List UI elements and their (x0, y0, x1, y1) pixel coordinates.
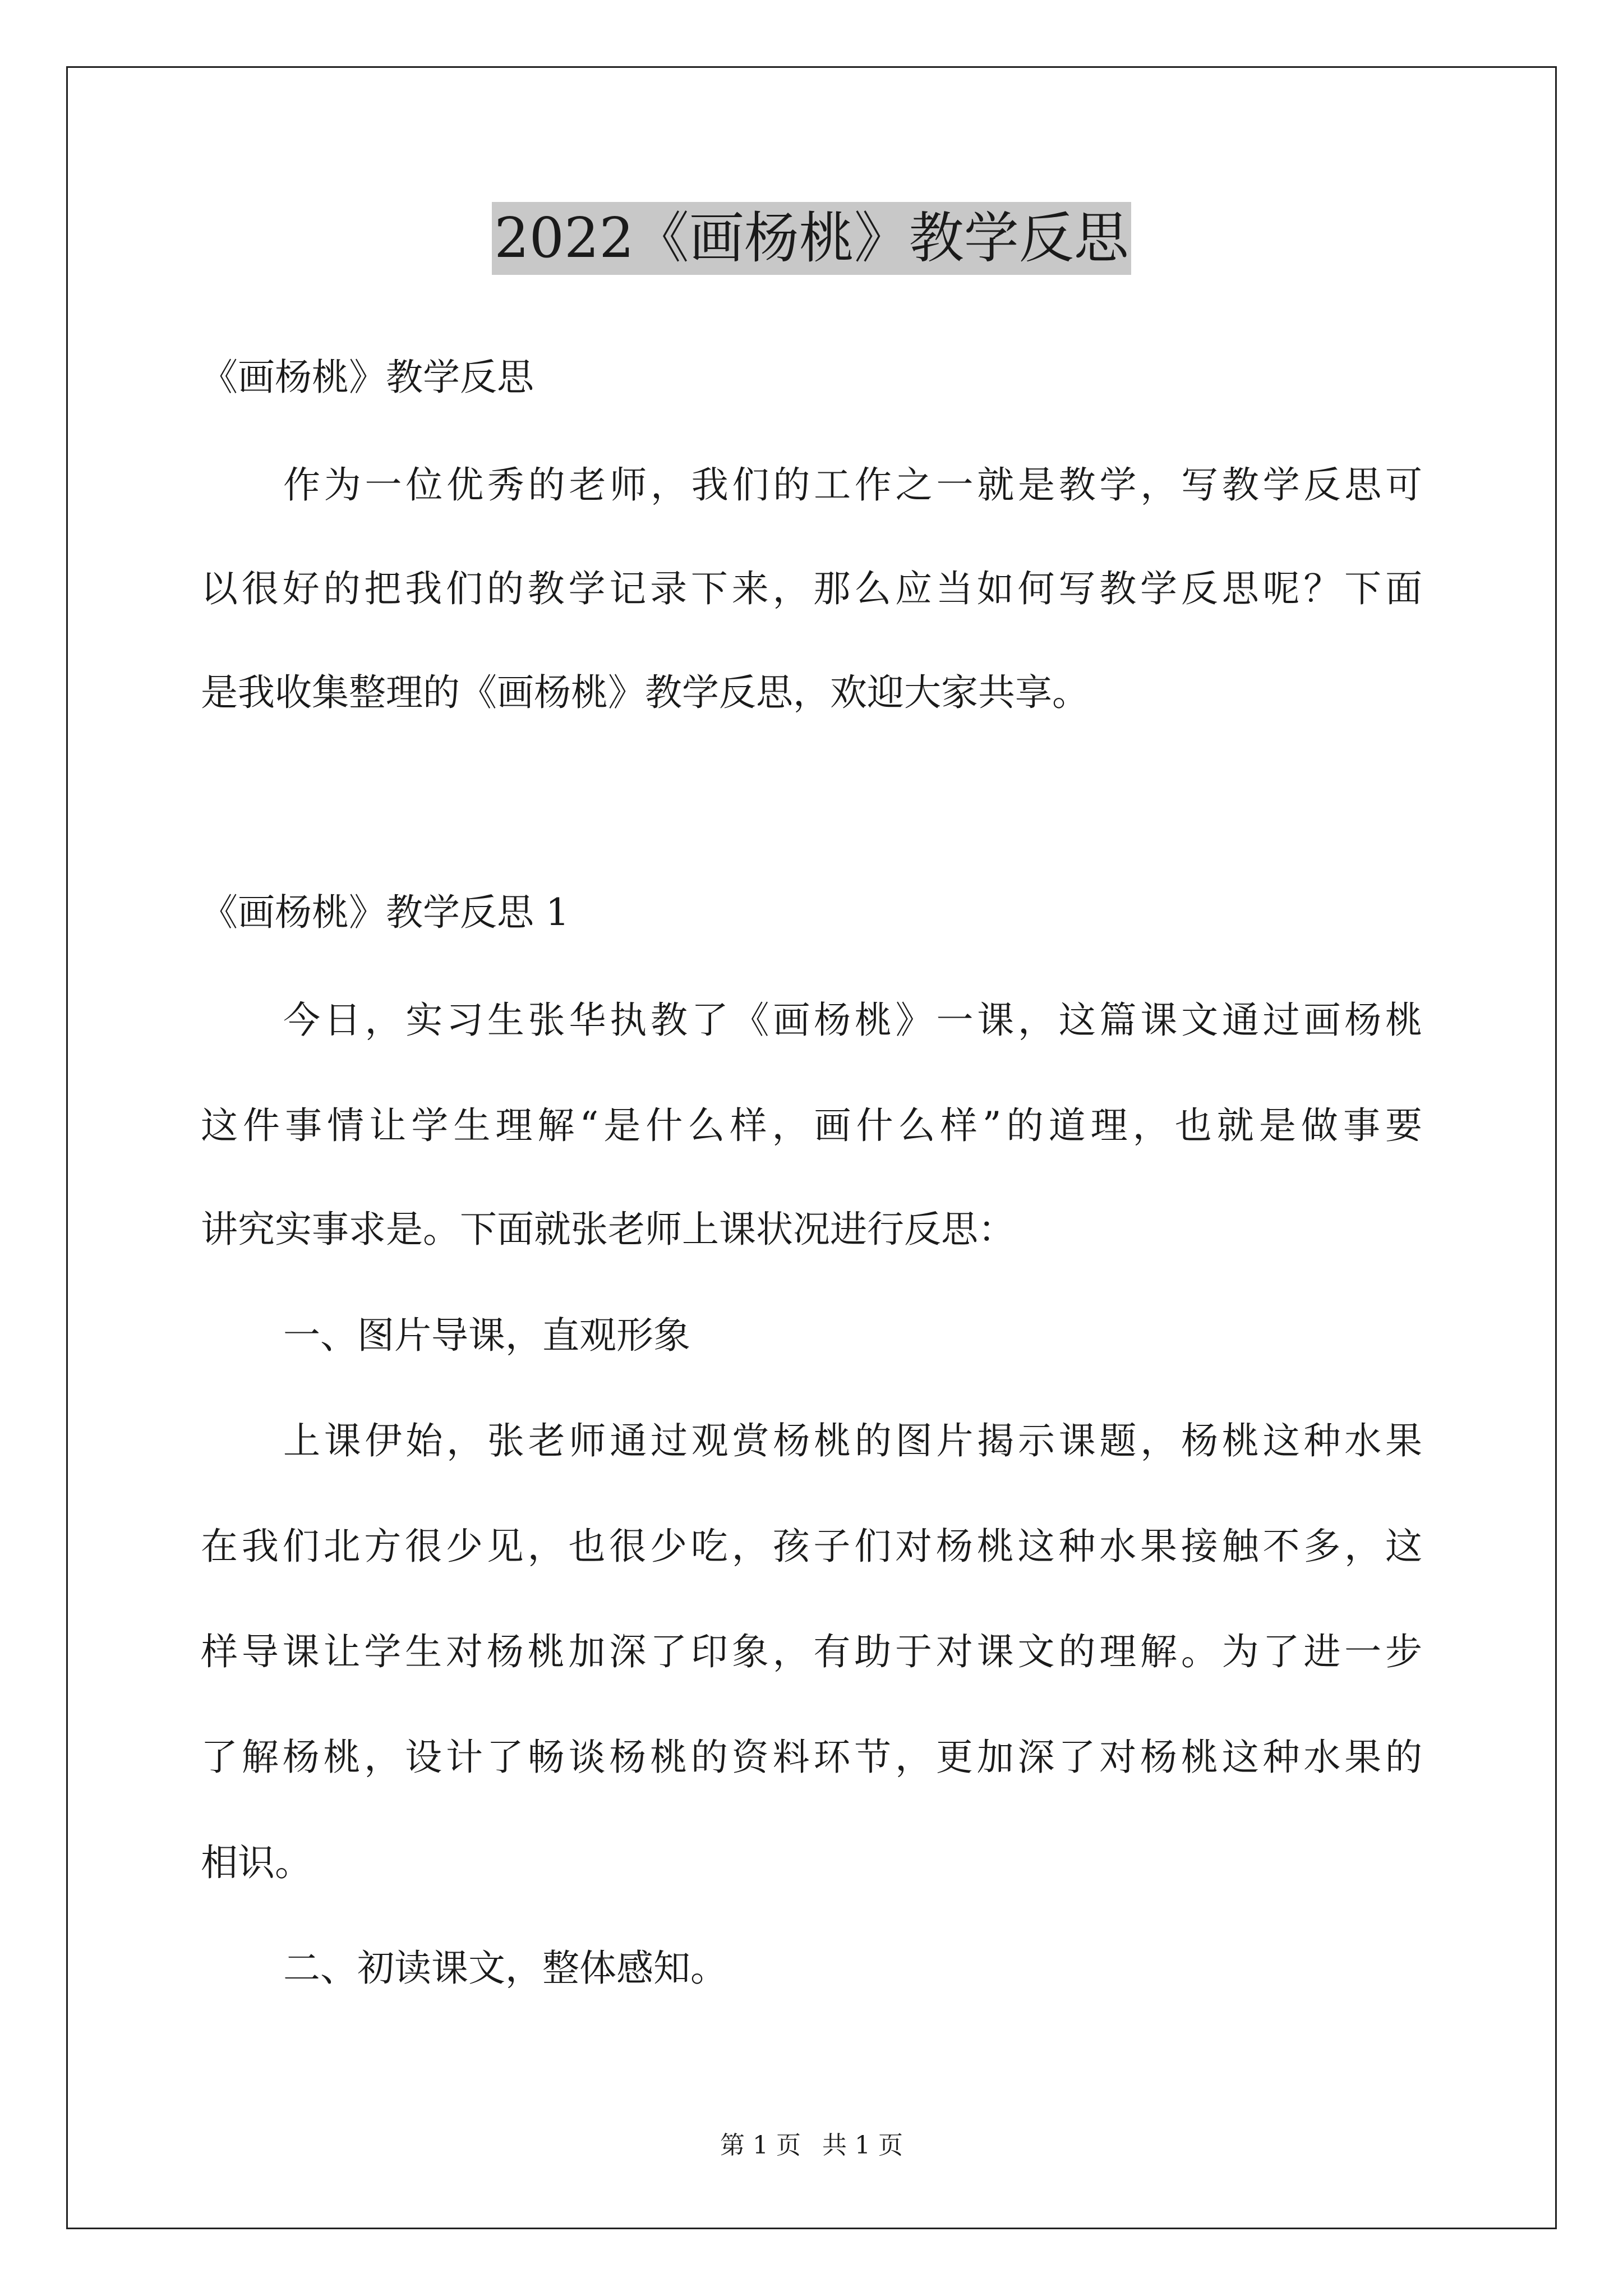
page-footer (0, 2129, 1623, 2162)
section1-para1-line-2: 这件事情让学生理解“是什么样，画什么样”的道理，也就是做事要 (201, 1104, 1422, 1147)
page-number-total: 共 1 页 (822, 2131, 903, 2160)
section1-heading: 《画杨桃》教学反思 1 (201, 891, 569, 934)
title-container (0, 202, 1623, 275)
intro-line-3: 是我收集整理的《画杨桃》教学反思，欢迎大家共享。 (201, 671, 1089, 714)
intro-line-2: 以很好的把我们的教学记录下来，那么应当如何写教学反思呢？下面 (201, 567, 1422, 610)
page-number-current: 第 1 页 (720, 2131, 801, 2160)
section1-para1-line-1: 今日，实习生张华执教了《画杨桃》一课，这篇课文通过画杨桃 (283, 999, 1422, 1042)
section1-para1-line-3: 讲究实事求是。下面就张老师上课状况进行反思： (201, 1208, 1015, 1251)
point1-heading: 一、图片导课，直观形象 (283, 1314, 690, 1357)
point1-para-line-1: 上课伊始，张老师通过观赏杨桃的图片揭示课题，杨桃这种水果 (283, 1419, 1422, 1462)
document-subtitle: 《画杨桃》教学反思 (201, 356, 534, 399)
point1-para-line-3: 样导课让学生对杨桃加深了印象，有助于对课文的理解。为了进一步 (201, 1630, 1422, 1673)
point2-heading: 二、初读课文，整体感知。 (283, 1947, 727, 1990)
point1-para-line-2: 在我们北方很少见，也很少吃，孩子们对杨桃这种水果接触不多，这 (201, 1525, 1422, 1568)
point1-para-line-4: 了解杨桃，设计了畅谈杨桃的资料环节，更加深了对杨桃这种水果的 (201, 1736, 1422, 1779)
document-title: 2022《画杨桃》教学反思 (492, 202, 1131, 275)
intro-line-1: 作为一位优秀的老师，我们的工作之一就是教学，写教学反思可 (283, 463, 1422, 507)
point1-para-line-5: 相识。 (201, 1841, 312, 1884)
